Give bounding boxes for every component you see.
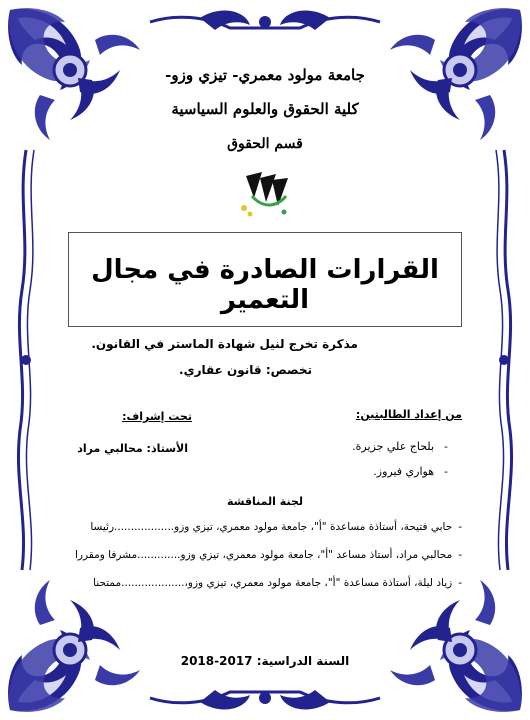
thesis-title: القرارات الصادرة في مجال التعمير <box>91 255 439 315</box>
specialty-text: تخصص: قانون عقاري. <box>179 363 312 377</box>
student-name-2: -هواري فيروز. <box>373 465 448 478</box>
supervisor-name: الأستاذ: محالبي مراد <box>77 442 188 455</box>
corner-ornament-bottom-right <box>390 580 522 712</box>
corner-ornament-bottom-left <box>8 580 140 712</box>
faculty-name: كلية الحقوق والعلوم السياسية <box>171 100 359 118</box>
bottom-center-ornament <box>150 690 380 709</box>
students-heading: من إعداد الطالبتين: <box>355 408 462 421</box>
memo-text: مذكرة تخرج لنيل شهادة الماستر في القانون. <box>91 337 358 351</box>
title-box <box>68 232 462 327</box>
academic-year: السنة الدراسية: 2017-2018 <box>180 654 350 668</box>
university-name: جامعة مولود معمري- تيزي وزو- <box>165 66 365 84</box>
university-logo-icon <box>238 168 292 220</box>
top-center-ornament <box>150 11 380 30</box>
committee-heading: لجنة المناقشة <box>226 495 303 508</box>
department-name: قسم الحقوق <box>227 136 303 152</box>
student-name-1: -بلحاج علي جزيرة. <box>352 440 448 453</box>
committee-member-3: -زياد ليلة، أستاذة مساعدة "أ"، جامعة مولود معمري، تيزي وزو،...................ممتحنا <box>93 577 462 589</box>
committee-member-1: -حابي فتيحة، أستاذة مساعدة "أ"، جامعة مولود معمري، تيزي وزو..................رئيسا <box>90 521 462 533</box>
supervision-heading: تحت إشراف: <box>122 410 192 423</box>
committee-member-2: -محالبي مراد، أستاذ مساعد "أ"، جامعة مولود معمري، تيزي وزو.............مشرفا ومقررا <box>75 549 462 561</box>
